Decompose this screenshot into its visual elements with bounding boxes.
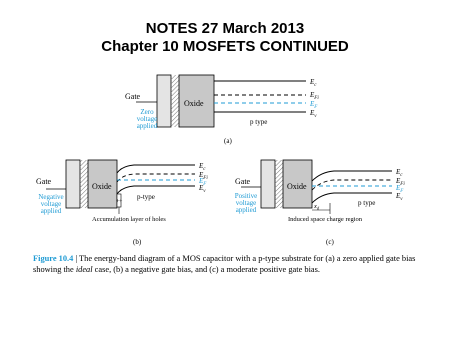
ef-label-a: $E_F$ [310, 100, 318, 110]
ev-line-b [117, 186, 195, 194]
efi-line-c [312, 180, 392, 190]
gate-hatch-a [171, 75, 179, 127]
page-title: NOTES 27 March 2013 [145, 20, 305, 37]
ec-label-c: $E_c$ [396, 168, 403, 178]
caption-separator: | [73, 254, 80, 263]
caption-text-1: The energy-band diagram of a MOS capacitor with a p-type substrate for (a) a zero applied gate bias [79, 254, 416, 263]
applied-label-a-3: applied [136, 122, 158, 130]
gate-label-a: Gate [125, 92, 141, 101]
region-label-a: p type [250, 118, 268, 126]
caption-emphasis: ideal [75, 265, 93, 274]
applied-label-c-1: Positive [234, 192, 258, 200]
xd-label-c: $x_d$ [314, 203, 320, 211]
ec-label-b: $E_c$ [199, 162, 206, 172]
oxide-label-a: Oxide [184, 99, 204, 108]
diagram-a [125, 75, 319, 145]
ef-label-c: $E_F$ [396, 184, 404, 194]
region-label-b: p-type [137, 193, 155, 201]
region-label-c: p type [358, 199, 376, 207]
plus-mark-b-2: + [119, 199, 123, 205]
efi-label-c: $E_{Fi}$ [396, 177, 405, 187]
caption-text-2a: showing the [33, 265, 76, 274]
ev-label-a: $E_v$ [310, 109, 317, 119]
ev-line-c [312, 193, 392, 203]
ev-label-b: $E_v$ [199, 184, 206, 194]
oxide-label-c: Oxide [287, 182, 307, 191]
ec-line-b [117, 165, 195, 173]
applied-label-a-2: voltage [136, 115, 158, 123]
space-charge-label-c: Induced space charge region [288, 216, 363, 223]
applied-label-b-1: Negative [38, 193, 64, 201]
panel-label-c: (c) [326, 238, 334, 246]
caption-text-2b: case, (b) a negative gate bias, and (c) a moderate positive gate bias. [92, 265, 320, 274]
applied-label-b-2: voltage [40, 200, 62, 208]
efi-line-b [117, 174, 195, 182]
efi-label-a: $E_{Fi}$ [310, 91, 319, 101]
accumulation-label-b: Accumulation layer of holes [92, 216, 166, 223]
gate-hatch-c [275, 160, 283, 208]
ec-line-c [312, 171, 392, 181]
ec-label-a: $E_c$ [310, 78, 317, 88]
applied-label-b-3: applied [40, 207, 62, 215]
gate-metal-b [66, 160, 80, 208]
applied-label-a-1: Zero [140, 108, 154, 116]
panel-label-b: (b) [133, 238, 142, 246]
gate-metal-c [261, 160, 275, 208]
figure-number: Figure 10.4 [33, 254, 74, 263]
gate-metal-a [157, 75, 171, 127]
diagram-c [235, 160, 406, 246]
applied-label-c-2: voltage [235, 199, 257, 207]
caption-line-1 [33, 253, 443, 264]
page-subtitle: Chapter 10 MOSFETS CONTINUED [101, 38, 349, 55]
diagram-b [36, 160, 208, 246]
caption-line-2 [33, 264, 443, 275]
oxide-label-b: Oxide [92, 182, 112, 191]
plus-mark-b-1: + [116, 199, 120, 205]
panel-label-a: (a) [224, 137, 232, 145]
gate-hatch-b [80, 160, 88, 208]
ev-label-c: $E_v$ [396, 192, 403, 202]
gate-label-b: Gate [36, 177, 52, 186]
efi-label-b: $E_{Fi}$ [199, 171, 208, 181]
gate-label-c: Gate [235, 177, 251, 186]
figure-caption [33, 253, 443, 275]
applied-label-c-3: applied [235, 206, 257, 214]
ef-label-b: $E_F$ [199, 177, 207, 187]
